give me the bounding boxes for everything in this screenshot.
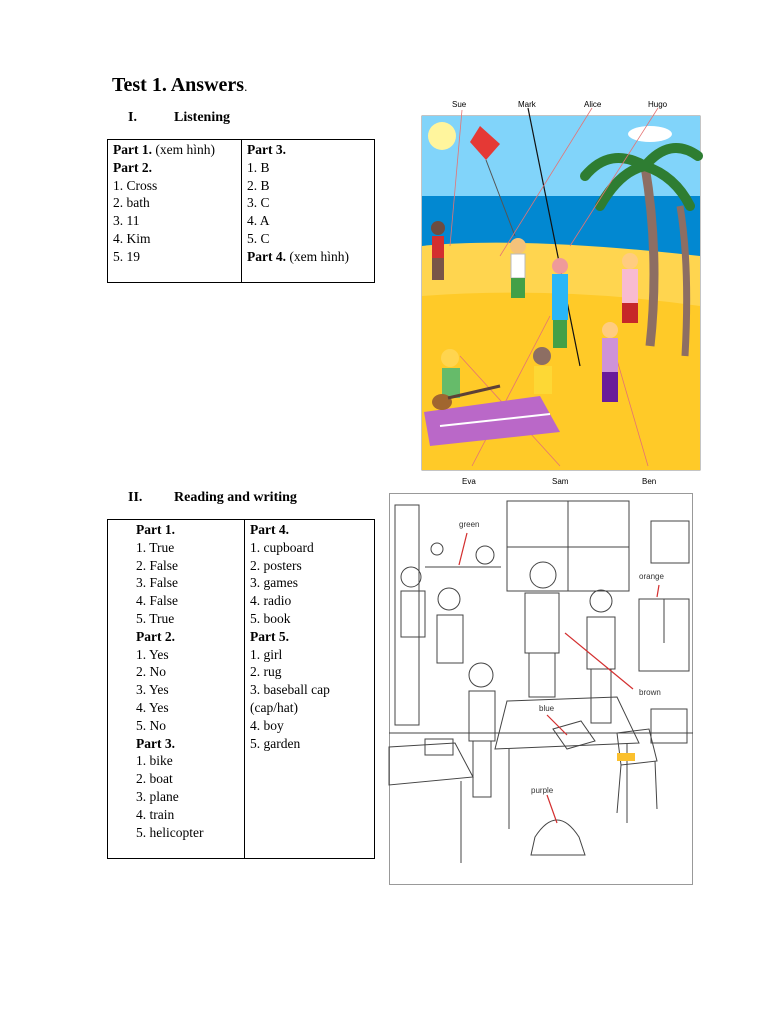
classroom-picture — [389, 493, 693, 885]
beach-label-hugo: Hugo — [648, 100, 668, 109]
classroom-label-green: green — [459, 520, 480, 529]
beach-label-eva: Eva — [462, 477, 476, 486]
beach-picture — [420, 96, 702, 486]
beach-label-alice: Alice — [584, 100, 602, 109]
classroom-label-orange: orange — [639, 572, 664, 581]
section-reading-writing-heading: II. Reading and writing — [128, 490, 297, 505]
listening-answer-table — [107, 139, 375, 283]
reading-writing-col-2: Part 4. 1. cupboard 2. posters 3. games 4. radio 5. book Part 5. 1. girl 2. rug 3. baseball cap (cap/hat) 4. boy 5. garden — [245, 520, 375, 859]
section-listening-heading: I. Listening — [128, 110, 231, 125]
classroom-label-purple: purple — [531, 786, 554, 795]
reading-writing-answer-table — [107, 519, 375, 859]
listening-col-1: Part 1. (xem hình) Part 2. 1. Cross 2. bath 3. 11 4. Kim 5. 19 — [108, 140, 242, 283]
beach-label-ben: Ben — [642, 477, 657, 486]
listening-col-2: Part 3. 1. B 2. B 3. C 4. A 5. C Part 4. (xem hình) — [242, 140, 375, 283]
beach-label-mark: Mark — [518, 100, 536, 109]
classroom-label-brown: brown — [639, 688, 661, 697]
beach-label-sam: Sam — [552, 477, 569, 486]
reading-writing-col-1: Part 1. 1. True 2. False 3. False 4. False 5. True Part 2. 1. Yes 2. No 3. Yes 4. Yes 5. No Part 3. 1. bike 2. boat 3. plane 4. train 5. helicopter — [108, 520, 245, 859]
classroom-label-blue: blue — [539, 704, 555, 713]
beach-label-sue: Sue — [452, 100, 467, 109]
page-title: Test 1. Answers. — [112, 74, 248, 96]
